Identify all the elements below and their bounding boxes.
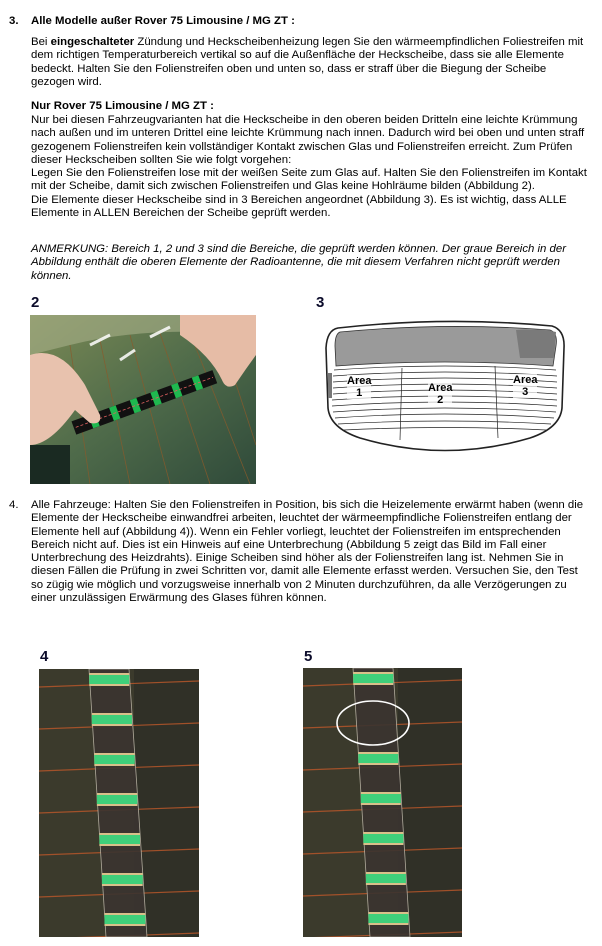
strip-green-band <box>366 874 406 883</box>
text: Bei <box>31 36 51 48</box>
figure-5-number: 5 <box>304 648 313 665</box>
emphasis-text: eingeschalteter <box>50 36 135 48</box>
text: Legen Sie den Folienstreifen lose mit der weißen Seite zum Glas auf. Halten Sie den Folienstreifen im Kontakt mit der Scheibe, damit sich zwischen Folienstreifen und Glas keine Hohlräume bilden (Abbildung 2). <box>31 167 587 193</box>
step-3-number: 3. <box>9 15 19 27</box>
step-3-paragraph <box>31 36 591 89</box>
step-4-number: 4. <box>9 499 19 511</box>
figure-4-number: 4 <box>40 648 49 665</box>
text: Nur bei diesen Fahrzeugvarianten hat die Heckscheibe in den oberen beiden Dritteln eine leichte Krümmung nach außen und im unteren Drittel eine leichte Krümmung nach innen. Dadurch wird bei oben und unten straff gezogenem Folienstreifen kein vollständiger Kontakt zwischen Glas und Folienstreifen erreicht. Zum Prüfen dieser Heckscheiben sollten Sie wie folgt vorgehen: <box>31 114 585 166</box>
figure-2-number: 2 <box>31 294 40 311</box>
area-label: Area <box>428 382 453 394</box>
strip-green-band <box>363 834 403 843</box>
strip-green-band <box>89 675 129 684</box>
area-number: 3 <box>522 386 529 398</box>
strip-green-band <box>353 674 393 683</box>
strip-green-band <box>97 795 137 804</box>
strip-green-band <box>358 754 398 763</box>
note-paragraph: ANMERKUNG: Bereich 1, 2 und 3 sind die Bereiche, die geprüft werden können. Der graue Bereich in der Abbildung enthält die oberen Elemente der Radioantenne, die mit diesem Verfahren nicht geprüft werden können. <box>31 243 567 282</box>
figure-4-photo <box>39 669 199 937</box>
text: Zündung und Heckscheibenheizung legen Sie den wärmeempfindlichen Foliestreifen mit dem richtigen Temperaturbereich vertikal so auf die Außenfläche der Heckscheibe, dass sie alle Elemente bedeckt. Halten Sie den Folienstreifen oben und unten so, dass er straff über die Biegung der Scheibe gezogen wird. <box>31 36 584 88</box>
area-2-label <box>428 382 452 406</box>
area-label: Area <box>513 374 538 386</box>
figure-3-number: 3 <box>316 294 325 311</box>
strip-green-band <box>92 715 132 724</box>
area-number: 2 <box>437 394 444 406</box>
area-1-label <box>347 375 371 399</box>
figure-5-photo <box>303 668 462 937</box>
strip-green-band <box>99 835 140 844</box>
area-label: Area <box>347 375 372 387</box>
step-4-paragraph: Alle Fahrzeuge: Halten Sie den Folienstreifen in Position, bis sich die Heizelemente erwärmt haben (wenn die Elemente der Heckscheibe einwandfrei arbeiten, leuchtet der wärmeempfindliche Folienstreifen entlang der Elemente hell auf (Abbildung 4)). Wenn ein Fehler vorliegt, leuchtet der Folienstreifen im entsprechenden Bereich nicht auf. Dies ist ein Hinweis auf eine Unterbrechung (Abbildung 5 zeigt das Bild im Fall einer Unterbrechung des Heizdrahts). Einige Scheiben sind höher als der Folienstreifen lang ist. Nehmen Sie in diesen Fällen die Prüfung in zwei Schritten vor, damit alle Elemente erfasst werden. Versuchen Sie, den Test so zügig wie möglich und vorzugsweise innerhalb von 2 Minuten durchzuführen, da alle Verzögerungen zu einer unzulässigen Erwärmung des Glases führen können. <box>31 499 584 605</box>
text: Die Elemente dieser Heckscheibe sind in 3 Bereichen angeordnet (Abbildung 3). Es ist wichtig, dass ALLE Elemente in ALLEN Bereichen der Scheibe geprüft werden. <box>31 193 567 220</box>
strip-green-band <box>361 794 401 803</box>
area-number: 1 <box>356 387 363 399</box>
rover75-paragraph <box>31 114 591 220</box>
step-3-heading: Alle Modelle außer Rover 75 Limousine / MG ZT : <box>31 15 295 27</box>
area-3-label <box>513 374 537 398</box>
strip-green-band <box>104 915 145 924</box>
strip-green-band <box>102 875 143 884</box>
figure-3-diagram <box>320 318 570 458</box>
strip-green-band <box>94 755 134 764</box>
figure-5-svg <box>303 668 462 937</box>
figure-4-svg <box>39 669 199 937</box>
strip-green-band <box>368 914 408 923</box>
figure-2-photo <box>30 315 256 484</box>
subheading-rover75: Nur Rover 75 Limousine / MG ZT : <box>31 100 214 112</box>
